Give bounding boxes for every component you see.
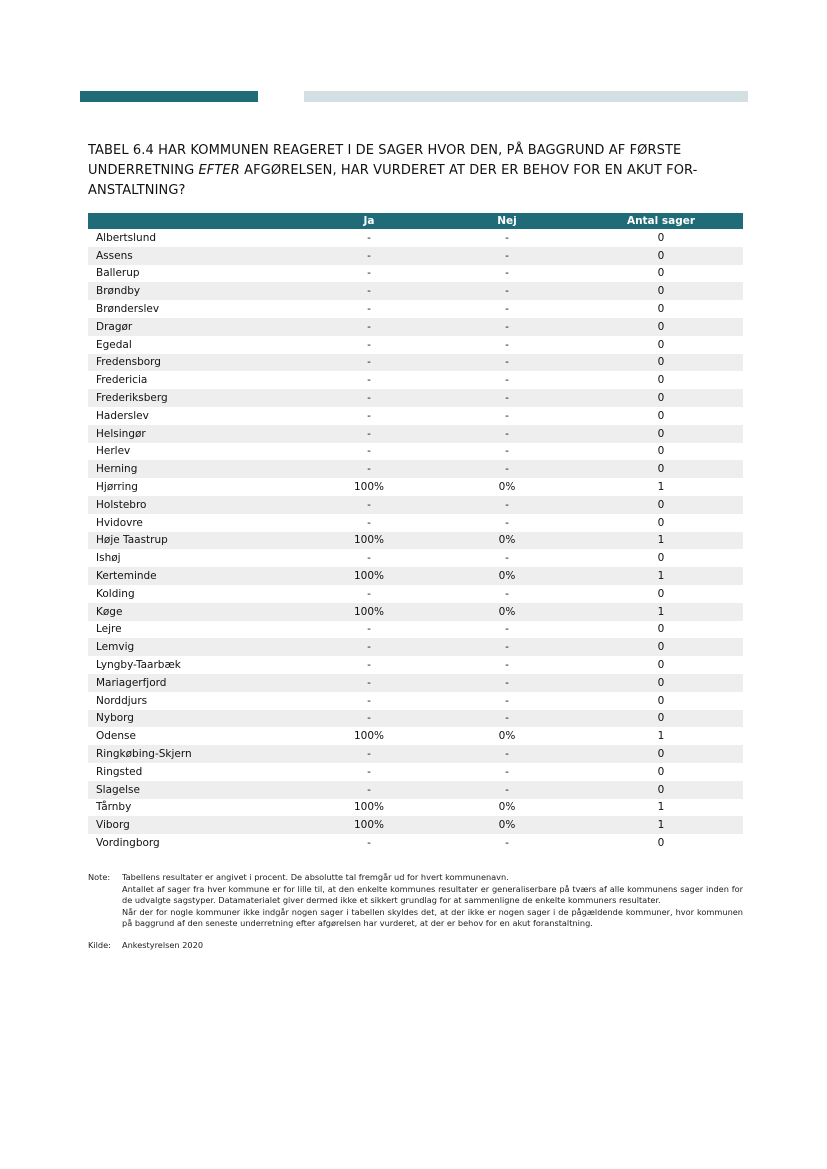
header-nej: Nej <box>435 213 579 229</box>
cell-ja: - <box>303 318 435 336</box>
table-row <box>88 781 743 799</box>
cell-nej: - <box>435 496 579 514</box>
cell-nej: 0% <box>435 816 579 834</box>
cell-municipality: Ringkøbing-Skjern <box>88 745 303 763</box>
cell-municipality: Haderslev <box>96 409 149 422</box>
cell-ja: - <box>303 638 435 656</box>
cell-municipality: Ishøj <box>96 552 121 565</box>
table-row <box>88 799 743 817</box>
cell-ja: - <box>367 659 371 672</box>
table-row <box>88 443 743 461</box>
cell-ja: 100% <box>353 481 385 494</box>
cell-antal-sager: 0 <box>657 338 665 351</box>
cell-nej: 0% <box>435 603 579 621</box>
table-row <box>88 745 743 763</box>
table-row <box>88 247 743 265</box>
cell-municipality: Tårnby <box>96 801 132 814</box>
cell-ja: - <box>303 710 435 728</box>
cell-nej: - <box>505 765 509 778</box>
table-row <box>88 407 743 425</box>
cell-antal-sager: 0 <box>657 267 665 280</box>
source-label: Kilde: <box>88 939 111 950</box>
cell-ja: - <box>303 496 435 514</box>
cell-antal-sager: 0 <box>579 710 743 728</box>
cell-antal-sager: 1 <box>657 481 665 494</box>
cell-ja: - <box>367 765 371 778</box>
header-municipality <box>88 213 303 229</box>
cell-ja: 100% <box>303 567 435 585</box>
cell-antal-sager: 0 <box>657 659 665 672</box>
header-ja: Ja <box>303 213 435 229</box>
cell-nej: - <box>435 354 579 372</box>
cell-nej: 0% <box>435 532 579 550</box>
cell-antal-sager: 0 <box>579 638 743 656</box>
data-table <box>88 213 743 852</box>
cell-municipality: Norddjurs <box>96 694 148 707</box>
cell-municipality: Slagelse <box>88 781 303 799</box>
cell-antal-sager: 0 <box>657 374 665 387</box>
cell-municipality: Herlev <box>96 445 131 458</box>
table-row <box>88 567 743 585</box>
cell-ja: - <box>367 445 371 458</box>
cell-municipality: Frederiksberg <box>88 389 303 407</box>
cell-nej: - <box>435 318 579 336</box>
cell-ja: - <box>303 354 435 372</box>
cell-ja: - <box>367 587 371 600</box>
cell-nej: - <box>505 694 509 707</box>
cell-ja: - <box>367 303 371 316</box>
table-row <box>88 816 743 834</box>
table-row <box>88 229 743 247</box>
notes-section <box>88 872 743 952</box>
cell-antal-sager: 1 <box>657 801 665 814</box>
table-row <box>88 496 743 514</box>
cell-municipality: Brøndby <box>88 282 303 300</box>
cell-municipality: Mariagerfjord <box>88 674 303 692</box>
note-paragraph: Når der for nogle kommuner ikke indgår nogen sager i tabellen skyldes det, at der ikke er nogen sager i de pågældende kommuner, hvor kommunen på baggrund af den seneste underretning efter afgørelsen har vurderet, at der er behov for en akut foranstaltning. <box>122 906 743 929</box>
cell-nej: - <box>435 781 579 799</box>
table-row <box>88 532 743 550</box>
table-row <box>88 834 743 852</box>
table-row <box>88 621 743 639</box>
cell-ja: - <box>303 460 435 478</box>
cell-antal-sager: 0 <box>657 303 665 316</box>
cell-nej: - <box>505 231 509 244</box>
cell-nej: - <box>505 516 509 529</box>
cell-antal-sager: 1 <box>579 816 743 834</box>
cell-ja: 100% <box>303 532 435 550</box>
cell-municipality: Køge <box>88 603 303 621</box>
table-row <box>88 692 743 710</box>
cell-antal-sager: 0 <box>657 516 665 529</box>
cell-antal-sager: 0 <box>579 745 743 763</box>
cell-nej: - <box>435 745 579 763</box>
cell-ja: - <box>303 425 435 443</box>
note-paragraph: Antallet af sager fra hver kommune er for lille til, at den enkelte kommunes resultater er generaliserbare på tværs af alle kommunens sager inden for de udvalgte sagstyper. Datamaterialet giver dermed ikke et sikkert grundlag for at sammenligne de enkelte kommuners resultater. <box>122 883 743 906</box>
cell-municipality: Fredericia <box>96 374 148 387</box>
cell-antal-sager: 0 <box>579 247 743 265</box>
cell-nej: - <box>505 445 509 458</box>
cell-nej: - <box>435 425 579 443</box>
cell-municipality: Lyngby-Taarbæk <box>96 659 181 672</box>
cell-municipality: Kerteminde <box>88 567 303 585</box>
cell-municipality: Albertslund <box>96 231 157 244</box>
cell-antal-sager: 0 <box>579 282 743 300</box>
cell-municipality: Egedal <box>96 338 132 351</box>
cell-antal-sager: 0 <box>579 389 743 407</box>
cell-antal-sager: 0 <box>657 765 665 778</box>
table-row <box>88 389 743 407</box>
cell-antal-sager: 0 <box>579 674 743 692</box>
cell-nej: - <box>505 836 509 849</box>
cell-ja: - <box>303 247 435 265</box>
cell-ja: - <box>367 231 371 244</box>
table-title <box>88 141 738 201</box>
cell-nej: - <box>505 374 509 387</box>
note-paragraph: Tabellens resultater er angivet i procent. De absolutte tal fremgår ud for hvert kommunenavn. <box>122 872 509 882</box>
cell-ja: 100% <box>303 603 435 621</box>
cell-nej: - <box>505 338 509 351</box>
table-row <box>88 603 743 621</box>
cell-antal-sager: 0 <box>657 231 665 244</box>
table-row <box>88 282 743 300</box>
cell-ja: - <box>303 389 435 407</box>
cell-municipality: Hvidovre <box>96 516 143 529</box>
cell-antal-sager: 0 <box>579 781 743 799</box>
cell-antal-sager: 0 <box>579 496 743 514</box>
cell-nej: - <box>435 389 579 407</box>
cell-ja: - <box>367 836 371 849</box>
cell-nej: - <box>505 623 509 636</box>
cell-municipality: Holstebro <box>88 496 303 514</box>
cell-ja: - <box>367 409 371 422</box>
table-row <box>88 265 743 283</box>
cell-nej: - <box>435 247 579 265</box>
title-part-2: AFGØRELSEN, HAR VURDERET AT DER ER BEHOV FOR EN AKUT FOR-ANSTALTNING? <box>88 163 698 198</box>
cell-municipality: Vordingborg <box>96 836 160 849</box>
cell-ja: - <box>367 374 371 387</box>
cell-nej: - <box>505 587 509 600</box>
table-row <box>88 674 743 692</box>
cell-nej: 0% <box>435 567 579 585</box>
cell-nej: - <box>505 659 509 672</box>
cell-nej: 0% <box>498 481 516 494</box>
cell-antal-sager: 0 <box>579 425 743 443</box>
cell-antal-sager: 0 <box>657 694 665 707</box>
cell-ja: - <box>303 781 435 799</box>
cell-municipality: Assens <box>88 247 303 265</box>
table-row <box>88 336 743 354</box>
cell-ja: 100% <box>303 816 435 834</box>
cell-ja: - <box>303 745 435 763</box>
cell-ja: - <box>367 516 371 529</box>
note-body <box>122 872 743 930</box>
cell-antal-sager: 0 <box>657 836 665 849</box>
table-row <box>88 549 743 567</box>
cell-antal-sager: 0 <box>657 445 665 458</box>
cell-ja: - <box>367 623 371 636</box>
cell-antal-sager: 1 <box>579 603 743 621</box>
cell-municipality: Lemvig <box>88 638 303 656</box>
cell-municipality: Dragør <box>88 318 303 336</box>
cell-ja: - <box>367 552 371 565</box>
table-row <box>88 727 743 745</box>
source-text: Ankestyrelsen 2020 <box>122 939 204 950</box>
cell-municipality: Hjørring <box>96 481 138 494</box>
cell-municipality: Brønderslev <box>96 303 160 316</box>
cell-municipality: Fredensborg <box>88 354 303 372</box>
table-header-row <box>88 213 743 229</box>
table-row <box>88 763 743 781</box>
cell-municipality: Viborg <box>88 816 303 834</box>
table-row <box>88 460 743 478</box>
cell-nej: 0% <box>498 801 516 814</box>
cell-municipality: Ringsted <box>96 765 143 778</box>
cell-nej: 0% <box>498 730 516 743</box>
cell-antal-sager: 0 <box>579 318 743 336</box>
table-row <box>88 371 743 389</box>
cell-municipality: Odense <box>96 730 136 743</box>
cell-antal-sager: 0 <box>657 552 665 565</box>
table-row <box>88 656 743 674</box>
cell-antal-sager: 1 <box>579 532 743 550</box>
cell-nej: - <box>435 710 579 728</box>
cell-nej: - <box>505 409 509 422</box>
cell-ja: - <box>303 282 435 300</box>
cell-ja: 100% <box>353 801 385 814</box>
cell-municipality: Nyborg <box>88 710 303 728</box>
cell-nej: - <box>505 552 509 565</box>
cell-municipality: Høje Taastrup <box>88 532 303 550</box>
title-part-1: TABEL 6.4 HAR KOMMUNEN REAGERET I DE SAGER HVOR DEN, PÅ BAGGRUND AF FØRSTE UNDERRETNING <box>88 143 682 178</box>
header-accent-bar-light <box>304 91 748 102</box>
table-row <box>88 425 743 443</box>
table-row <box>88 514 743 532</box>
table-row <box>88 638 743 656</box>
cell-nej: - <box>435 282 579 300</box>
cell-ja: - <box>367 338 371 351</box>
cell-municipality: Herning <box>88 460 303 478</box>
table-row <box>88 585 743 603</box>
cell-ja: - <box>303 674 435 692</box>
cell-nej: - <box>505 267 509 280</box>
title-emphasis: EFTER <box>198 163 240 178</box>
cell-nej: - <box>435 460 579 478</box>
cell-nej: - <box>505 303 509 316</box>
cell-antal-sager: 1 <box>657 730 665 743</box>
cell-antal-sager: 0 <box>579 460 743 478</box>
cell-antal-sager: 0 <box>657 623 665 636</box>
cell-municipality: Ballerup <box>96 267 140 280</box>
table-body <box>88 229 743 852</box>
cell-antal-sager: 1 <box>579 567 743 585</box>
table-row <box>88 300 743 318</box>
header-antal-sager: Antal sager <box>579 213 743 229</box>
cell-nej: - <box>435 674 579 692</box>
cell-municipality: Helsingør <box>88 425 303 443</box>
cell-antal-sager: 0 <box>657 409 665 422</box>
table-row <box>88 318 743 336</box>
table-row <box>88 354 743 372</box>
cell-municipality: Kolding <box>96 587 135 600</box>
cell-ja: - <box>367 694 371 707</box>
cell-antal-sager: 0 <box>657 587 665 600</box>
cell-ja: 100% <box>353 730 385 743</box>
cell-nej: - <box>435 638 579 656</box>
table-row <box>88 710 743 728</box>
cell-municipality: Lejre <box>96 623 122 636</box>
header-accent-bar-dark <box>80 91 258 102</box>
cell-antal-sager: 0 <box>579 354 743 372</box>
cell-ja: - <box>367 267 371 280</box>
note-label: Note: <box>88 872 111 882</box>
table-row <box>88 478 743 496</box>
